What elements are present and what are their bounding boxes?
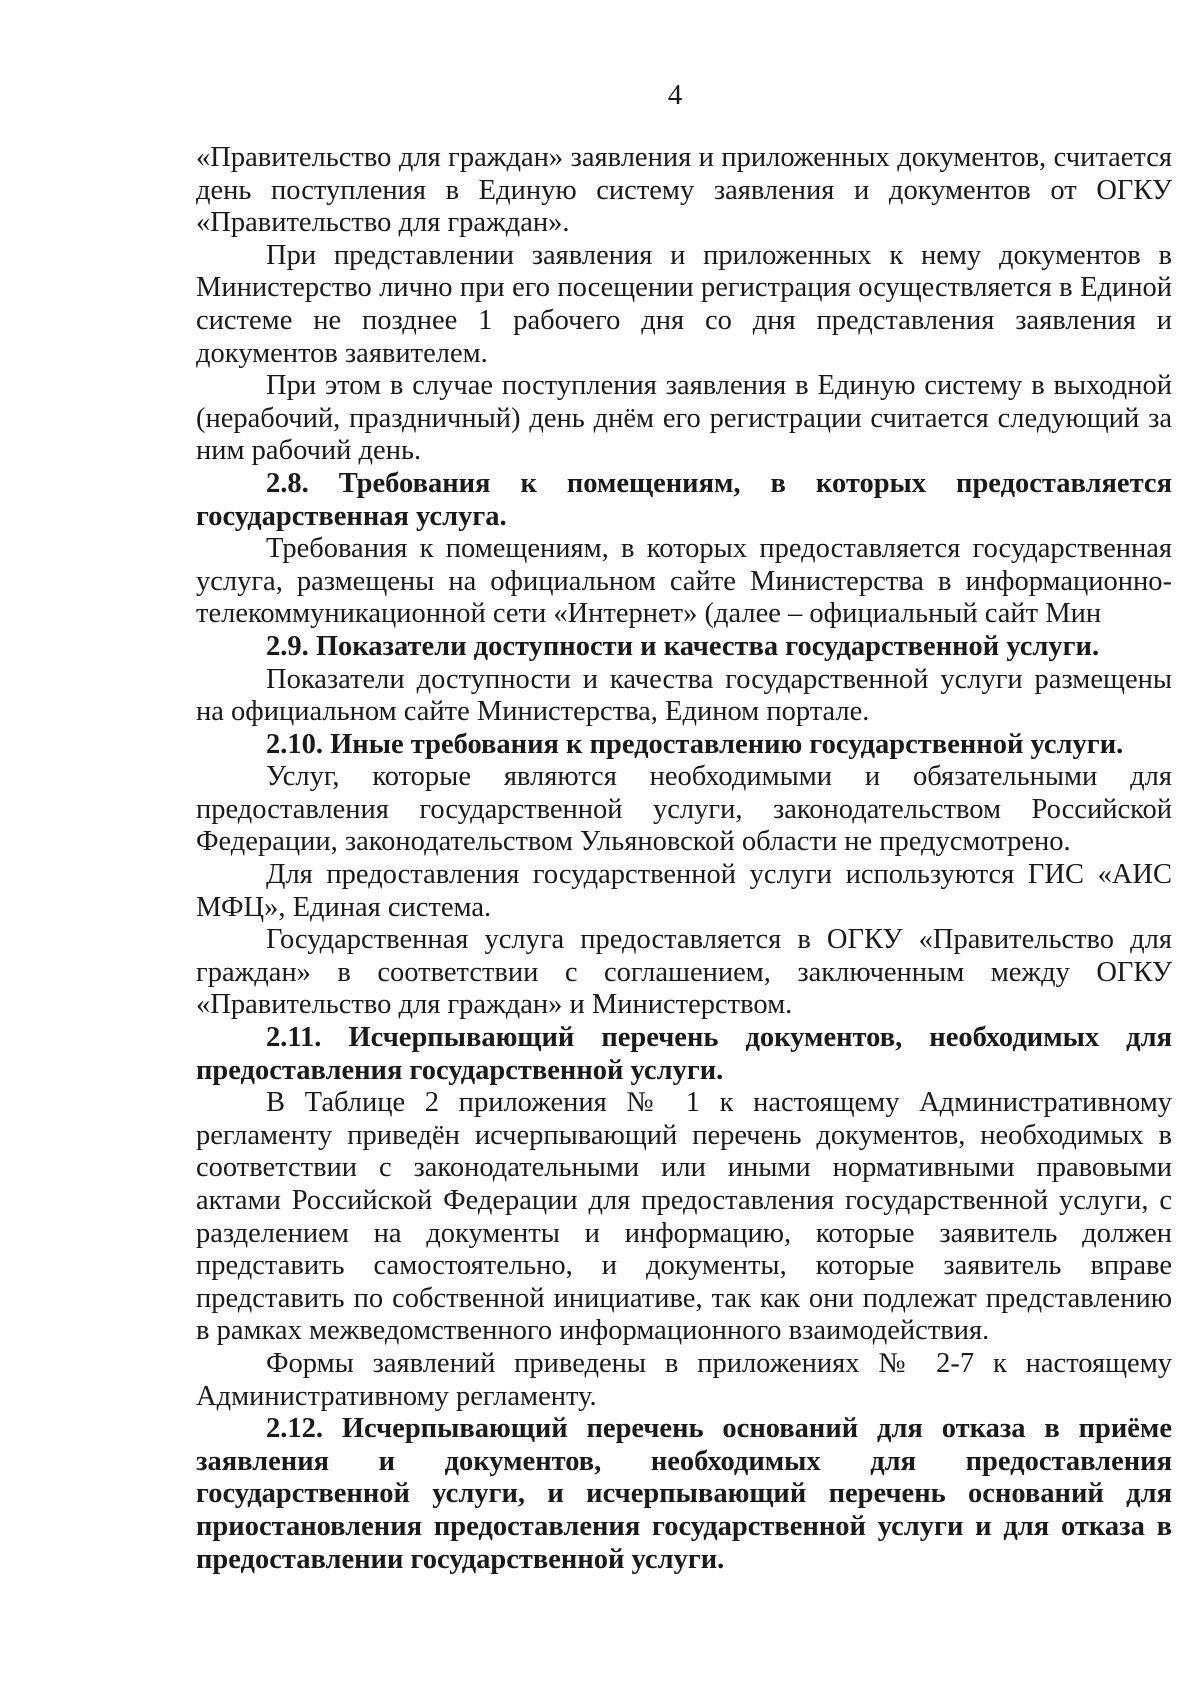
section-heading-2-9: 2.9. Показатели доступности и качества государственной услуги. bbox=[266, 630, 1100, 662]
paragraph-registration-day: «Правительство для граждан» заявления и приложенных документов, считается день поступления в Единую систему заявления и документов от ОГКУ «Правительство для граждан». bbox=[196, 142, 1172, 239]
paragraph-documents-list: В Таблице 2 приложения № 1 к настоящему Административному регламенту приведён исчерпывающий перечень документов, необходимых в соответствии с законодательными или иными нормативными правовыми актами Российской Федерации для предоставления государственной услуги, с разделением на документы и информацию, которые заявитель должен представить самостоятельно, и документы, которые заявитель вправе представить по собственной инициативе, так как они подлежат представлению в рамках межведомственного информационного взаимодействия. bbox=[196, 1087, 1172, 1347]
paragraph-service-provider: Государственная услуга предоставляется в ОГКУ «Правительство для граждан» в соответствии с соглашением, заключенным между ОГКУ «Правительство для граждан» и Министерством. bbox=[196, 924, 1172, 1021]
section-heading-2-12: 2.12. Исчерпывающий перечень оснований для отказа в приёме заявления и документов, необходимых для предоставления государственной услуги, и исчерпывающий перечень оснований для приостановления предоставления государственной услуги и для отказа в предоставлении государственной услуги. bbox=[196, 1413, 1172, 1575]
section-heading-2-10: 2.10. Иные требования к предоставлению государственной услуги. bbox=[266, 728, 1124, 760]
document-body bbox=[196, 142, 1172, 1576]
paragraph-accessibility-indicators: Показатели доступности и качества государственной услуги размещены на официальном сайте Министерства, Едином портале. bbox=[196, 663, 1172, 728]
paragraph-information-systems: Для предоставления государственной услуги используются ГИС «АИС МФЦ», Единая система. bbox=[196, 859, 1172, 923]
paragraph-application-forms: Формы заявлений приведены в приложениях № 2-7 к настоящему Административному регламенту. bbox=[196, 1347, 1172, 1412]
paragraph-mandatory-services: Услуг, которые являются необходимыми и обязательными для предоставления государственной услуги, законодательством Российской Федерации, законодательством Ульяновской области не предусмотрено. bbox=[196, 761, 1172, 858]
paragraph-personal-submission: При представлении заявления и приложенных к нему документов в Министерство лично при его посещении регистрация осуществляется в Единой системе не позднее 1 рабочего дня со дня представления заявления и документов заявителем. bbox=[196, 239, 1172, 369]
paragraph-premises-requirements: Требования к помещениям, в которых предоставляется государственная услуга, размещены на официальном сайте Министерства в информационно-телекоммуникационной сети «Интернет» (далее – официальный сайт Мин bbox=[196, 533, 1172, 630]
section-heading-2-11: 2.11. Исчерпывающий перечень документов, необходимых для предоставления государственной услуги. bbox=[196, 1022, 1172, 1086]
section-heading-2-8: 2.8. Требования к помещениям, в которых предоставляется государственная услуга. bbox=[196, 467, 1172, 532]
page-number: 4 bbox=[667, 79, 683, 111]
paragraph-holiday-registration: При этом в случае поступления заявления в Единую систему в выходной (нерабочий, праздничный) день днём его регистрации считается следующий за ним рабочий день. bbox=[196, 370, 1172, 467]
